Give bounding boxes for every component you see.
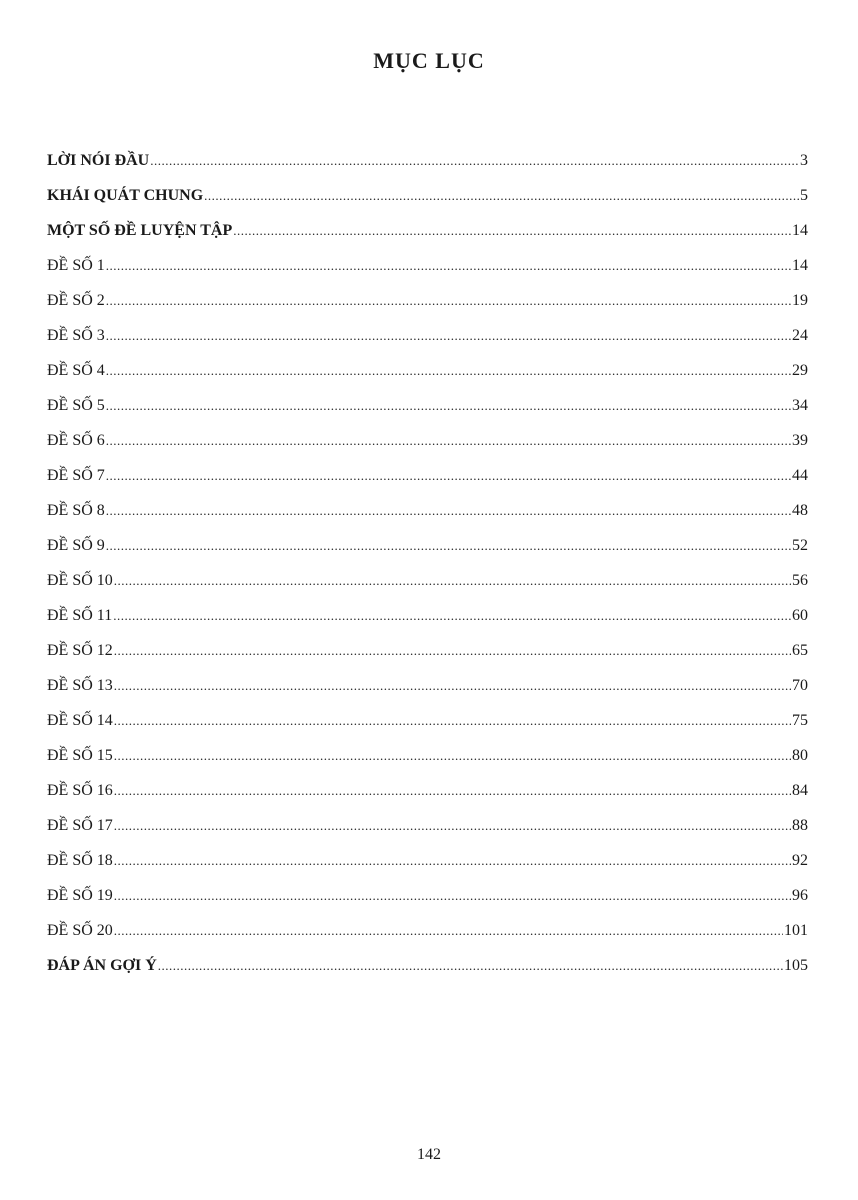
toc-entry-page: 3 <box>800 152 808 169</box>
toc-entry <box>47 528 808 563</box>
toc-dot-leader <box>114 808 791 843</box>
toc-entry-page: 70 <box>792 677 808 694</box>
toc-entry <box>47 423 808 458</box>
toc-dot-leader <box>106 283 791 318</box>
toc-entry-label: ĐỀ SỐ 1 <box>47 257 105 274</box>
toc-entry <box>47 143 808 178</box>
toc-entry <box>47 563 808 598</box>
toc-entry <box>47 248 808 283</box>
toc-entry-label: ĐỀ SỐ 7 <box>47 467 105 484</box>
toc-dot-leader <box>114 773 791 808</box>
toc-entry-page: 84 <box>792 782 808 799</box>
toc-entry <box>47 808 808 843</box>
toc-entry-page: 92 <box>792 852 808 869</box>
toc-dot-leader <box>233 213 791 248</box>
toc-entry-page: 19 <box>792 292 808 309</box>
toc-entry-page: 60 <box>792 607 808 624</box>
toc-entry-page: 44 <box>792 467 808 484</box>
toc-entry-label: ĐỀ SỐ 3 <box>47 327 105 344</box>
toc-dot-leader <box>113 598 791 633</box>
toc-dot-leader <box>106 528 791 563</box>
toc-entry-label: ĐỀ SỐ 14 <box>47 712 113 729</box>
toc-entry <box>47 703 808 738</box>
toc-entry-label: ĐỀ SỐ 12 <box>47 642 113 659</box>
page-number: 142 <box>417 1146 441 1163</box>
toc-entry <box>47 493 808 528</box>
toc-entry-page: 105 <box>784 957 808 974</box>
toc-dot-leader <box>106 353 791 388</box>
toc-entry-label: ĐỀ SỐ 11 <box>47 607 113 624</box>
toc-entry-label: ĐỀ SỐ 18 <box>47 852 113 869</box>
toc-entry <box>47 913 808 948</box>
toc-entry-label: ĐỀ SỐ 5 <box>47 397 105 414</box>
toc-entry <box>47 458 808 493</box>
toc-entry <box>47 598 808 633</box>
toc-entry-label: MỘT SỐ ĐỀ LUYỆN TẬP <box>47 222 233 239</box>
toc-entry <box>47 878 808 913</box>
toc-dot-leader <box>114 878 791 913</box>
toc-entry <box>47 948 808 983</box>
toc-entry-page: 34 <box>792 397 808 414</box>
toc-dot-leader <box>150 143 799 178</box>
toc-dot-leader <box>106 318 791 353</box>
toc-entry <box>47 843 808 878</box>
toc-entry-page: 65 <box>792 642 808 659</box>
toc-entry-label: ĐỀ SỐ 15 <box>47 747 113 764</box>
toc-dot-leader <box>158 948 783 983</box>
toc-entry-page: 29 <box>792 362 808 379</box>
toc-dot-leader <box>106 423 791 458</box>
toc-entry-page: 39 <box>792 432 808 449</box>
toc-entry-page: 52 <box>792 537 808 554</box>
toc-entry-label: ĐỀ SỐ 10 <box>47 572 113 589</box>
toc-dot-leader <box>114 703 791 738</box>
toc-dot-leader <box>114 668 791 703</box>
toc-entry <box>47 178 808 213</box>
toc-entry <box>47 353 808 388</box>
toc-entry-label: ĐỀ SỐ 20 <box>47 922 113 939</box>
toc-entry-page: 88 <box>792 817 808 834</box>
toc-dot-leader <box>114 633 791 668</box>
toc-entry-label: ĐỀ SỐ 17 <box>47 817 113 834</box>
toc-entry <box>47 283 808 318</box>
toc-entry-page: 5 <box>800 187 808 204</box>
toc-entry <box>47 318 808 353</box>
toc-entry <box>47 773 808 808</box>
toc-entry <box>47 668 808 703</box>
toc-entry-label: ĐÁP ÁN GỢI Ý <box>47 957 157 974</box>
table-of-contents <box>47 143 808 983</box>
toc-entry-page: 14 <box>792 257 808 274</box>
toc-entry-page: 75 <box>792 712 808 729</box>
toc-entry-label: ĐỀ SỐ 6 <box>47 432 105 449</box>
toc-entry-label: ĐỀ SỐ 8 <box>47 502 105 519</box>
toc-entry-label: ĐỀ SỐ 2 <box>47 292 105 309</box>
toc-entry <box>47 633 808 668</box>
toc-entry <box>47 388 808 423</box>
toc-dot-leader <box>106 248 791 283</box>
toc-entry <box>47 738 808 773</box>
toc-entry-label: ĐỀ SỐ 13 <box>47 677 113 694</box>
toc-dot-leader <box>204 178 799 213</box>
toc-dot-leader <box>106 493 791 528</box>
toc-entry-page: 48 <box>792 502 808 519</box>
toc-entry-label: ĐỀ SỐ 19 <box>47 887 113 904</box>
toc-dot-leader <box>114 563 791 598</box>
toc-dot-leader <box>106 458 791 493</box>
toc-entry-page: 80 <box>792 747 808 764</box>
toc-dot-leader <box>106 388 791 423</box>
toc-dot-leader <box>114 913 783 948</box>
toc-entry-label: LỜI NÓI ĐẦU <box>47 152 150 169</box>
toc-entry-label: ĐỀ SỐ 16 <box>47 782 113 799</box>
toc-entry-page: 56 <box>792 572 808 589</box>
page-title: MỤC LỤC <box>373 48 485 73</box>
toc-entry-label: ĐỀ SỐ 9 <box>47 537 105 554</box>
toc-entry-label: KHÁI QUÁT CHUNG <box>47 187 204 204</box>
toc-entry-page: 14 <box>792 222 808 239</box>
toc-entry <box>47 213 808 248</box>
toc-entry-page: 101 <box>784 922 808 939</box>
toc-entry-page: 96 <box>792 887 808 904</box>
toc-entry-page: 24 <box>792 327 808 344</box>
toc-entry-label: ĐỀ SỐ 4 <box>47 362 105 379</box>
toc-dot-leader <box>114 738 791 773</box>
toc-dot-leader <box>114 843 791 878</box>
